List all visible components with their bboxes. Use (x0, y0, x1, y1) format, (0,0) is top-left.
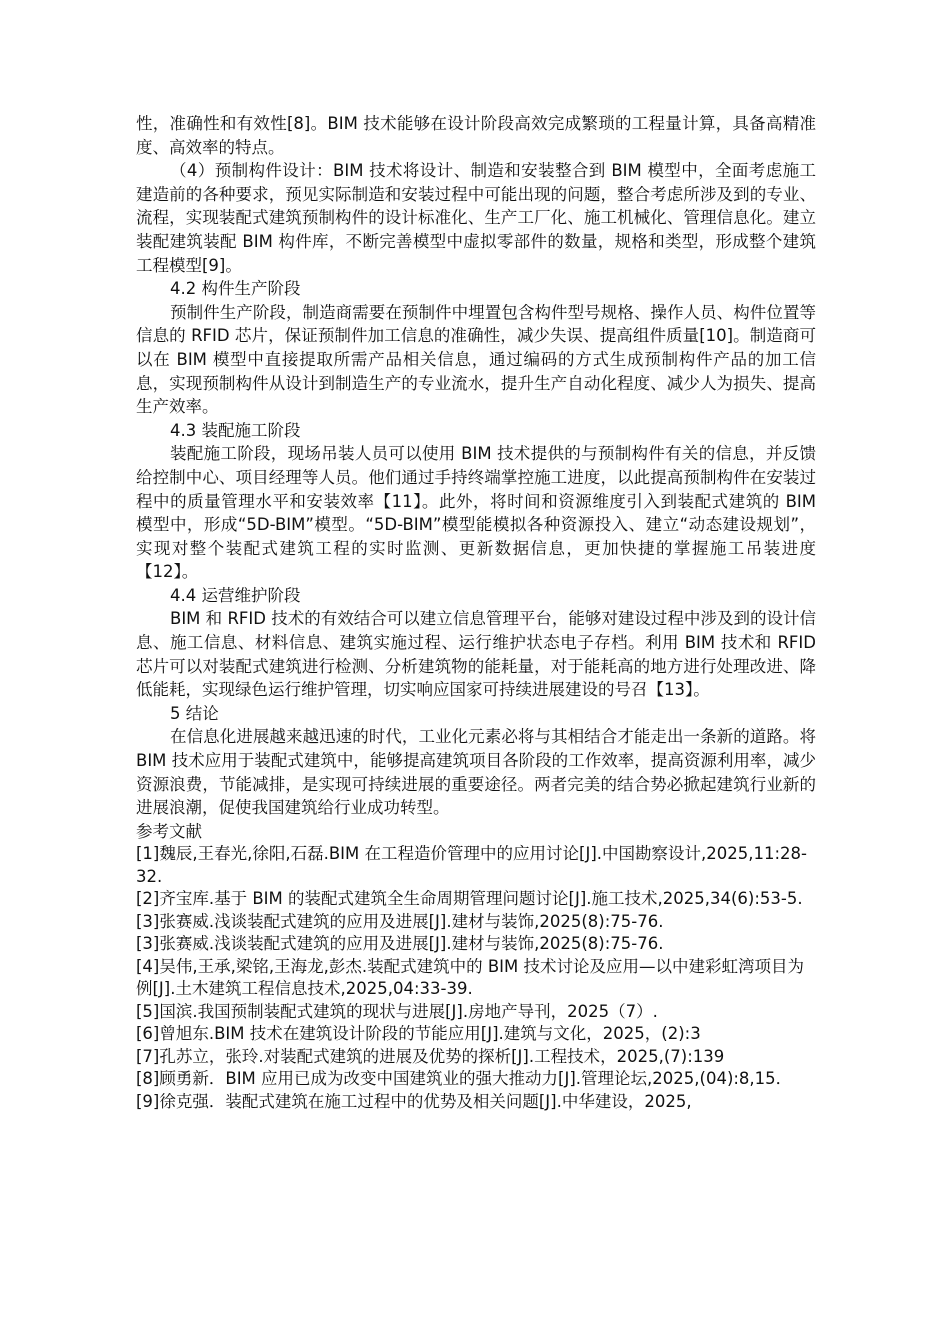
paragraph-operation-stage: BIM 和 RFID 技术的有效结合可以建立信息管理平台，能够对建设过程中涉及到的设计信息、施工信息、材料信息、建筑实施过程、运行维护状态电子存档。利用 BIM 技术和 RFID 芯片可以对装配式建筑进行检测、分析建筑物的能耗量，对于能耗高的地方进行处理改进、降低能耗，实现绿色运行维护管理，切实响应国家可持续进展建设的号召【13】。 (136, 609, 816, 700)
paragraph-prefab-design: （4）预制构件设计：BIM 技术将设计、制造和安装整合到 BIM 模型中，全面考虑施工建造前的各种要求，预见实际制造和安装过程中可能出现的问题，整合考虑所涉及到的专业、流程，实现装配式建筑预制构件的设计标准化、生产工厂化、施工机械化、管理信息化。建立装配建筑装配 BIM 构件库，不断完善模型中虚拟零部件的数量，规格和类型，形成整个建筑工程模型[9]。 (136, 161, 816, 275)
document-page (136, 112, 816, 1113)
reference-item: [6]曾旭东.BIM 技术在建筑设计阶段的节能应用[J].建筑与文化，2025，(2):3 (136, 1024, 701, 1044)
section-heading-4-3: 4.3 装配施工阶段 (170, 420, 301, 440)
reference-item: [8]顾勇新．BIM 应用已成为改变中国建筑业的强大推动力[J].管理论坛,2025,(04):8,15． (136, 1069, 793, 1089)
reference-item: [4]吴伟,王承,梁铭,王海龙,彭杰.装配式建筑中的 BIM 技术讨论及应用—以中建彩虹湾项目为例[J].土木建筑工程信息技术,2025,04:33-39. (136, 956, 805, 999)
section-heading-4-4: 4.4 运营维护阶段 (170, 585, 301, 605)
reference-item: [1]魏辰,王春光,徐阳,石磊.BIM 在工程造价管理中的应用讨论[J].中国勘察设计,2025,11:28-32. (136, 844, 807, 886)
paragraph-continuation: 性，准确性和有效性[8]。BIM 技术能够在设计阶段高效完成繁琐的工程量计算，具备高精准度、高效率的特点。 (136, 114, 816, 157)
reference-item: [5]国滨.我国预制装配式建筑的现状与进展[J].房地产导刊，2025（7）. (136, 1001, 658, 1021)
paragraph-assembly-stage: 装配施工阶段，现场吊装人员可以使用 BIM 技术提供的与预制构件有关的信息，并反馈给控制中心、项目经理等人员。他们通过手持终端掌控施工进度，以此提高预制构件在安装过程中的质量管理水平和安装效率【11】。此外，将时间和资源维度引入到装配式建筑的 BIM 模型中，形成“5D-BIM”模型。“5D-BIM”模型能模拟各种资源投入、建立“动态建设规划”，实现对整个装配式建筑工程的实时监测、更新数据信息，更加快捷的掌握施工吊装进度【12】。 (136, 444, 816, 582)
paragraph-conclusion: 在信息化进展越来越迅速的时代，工业化元素必将与其相结合才能走出一条新的道路。将 BIM 技术应用于装配式建筑中，能够提高建筑项目各阶段的工作效率，提高资源利用率，减少资源浪费，节能减排，是实现可持续进展的重要途径。两者完美的结合势必掀起建筑行业新的进展浪潮，促使我国建筑给行业成功转型。 (136, 727, 816, 818)
reference-item: [9]徐克强．装配式建筑在施工过程中的优势及相关问题[J].中华建设，2025, (136, 1091, 692, 1111)
paragraph-production-stage: 预制件生产阶段，制造商需要在预制件中埋置包含构件型号规格、操作人员、构件位置等信息的 RFID 芯片，保证预制件加工信息的准确性，减少失误、提高组件质量[10]。制造商可以在 BIM 模型中直接提取所需产品相关信息，通过编码的方式生成预制构件产品的加工信息，实现预制构件从设计到制造生产的专业流水，提升生产自动化程度、减少人为损失、提高生产效率。 (136, 302, 816, 417)
reference-item: [7]孔苏立，张玲.对装配式建筑的进展及优势的探析[J].工程技术，2025,(7):139 (136, 1046, 725, 1066)
references-title: 参考文献 (136, 821, 202, 841)
reference-item: [2]齐宝库.基于 BIM 的装配式建筑全生命周期管理问题讨论[J].施工技术,2025,34(6):53-5.[3]张赛威.浅谈装配式建筑的应用及进展[J].建材与装饰,2025(8):75-76. (136, 889, 803, 931)
section-heading-5: 5 结论 (170, 703, 219, 723)
section-heading-4-2: 4.2 构件生产阶段 (170, 279, 301, 299)
reference-item: [3]张赛威.浅谈装配式建筑的应用及进展[J].建材与装饰,2025(8):75-76. (136, 934, 664, 954)
